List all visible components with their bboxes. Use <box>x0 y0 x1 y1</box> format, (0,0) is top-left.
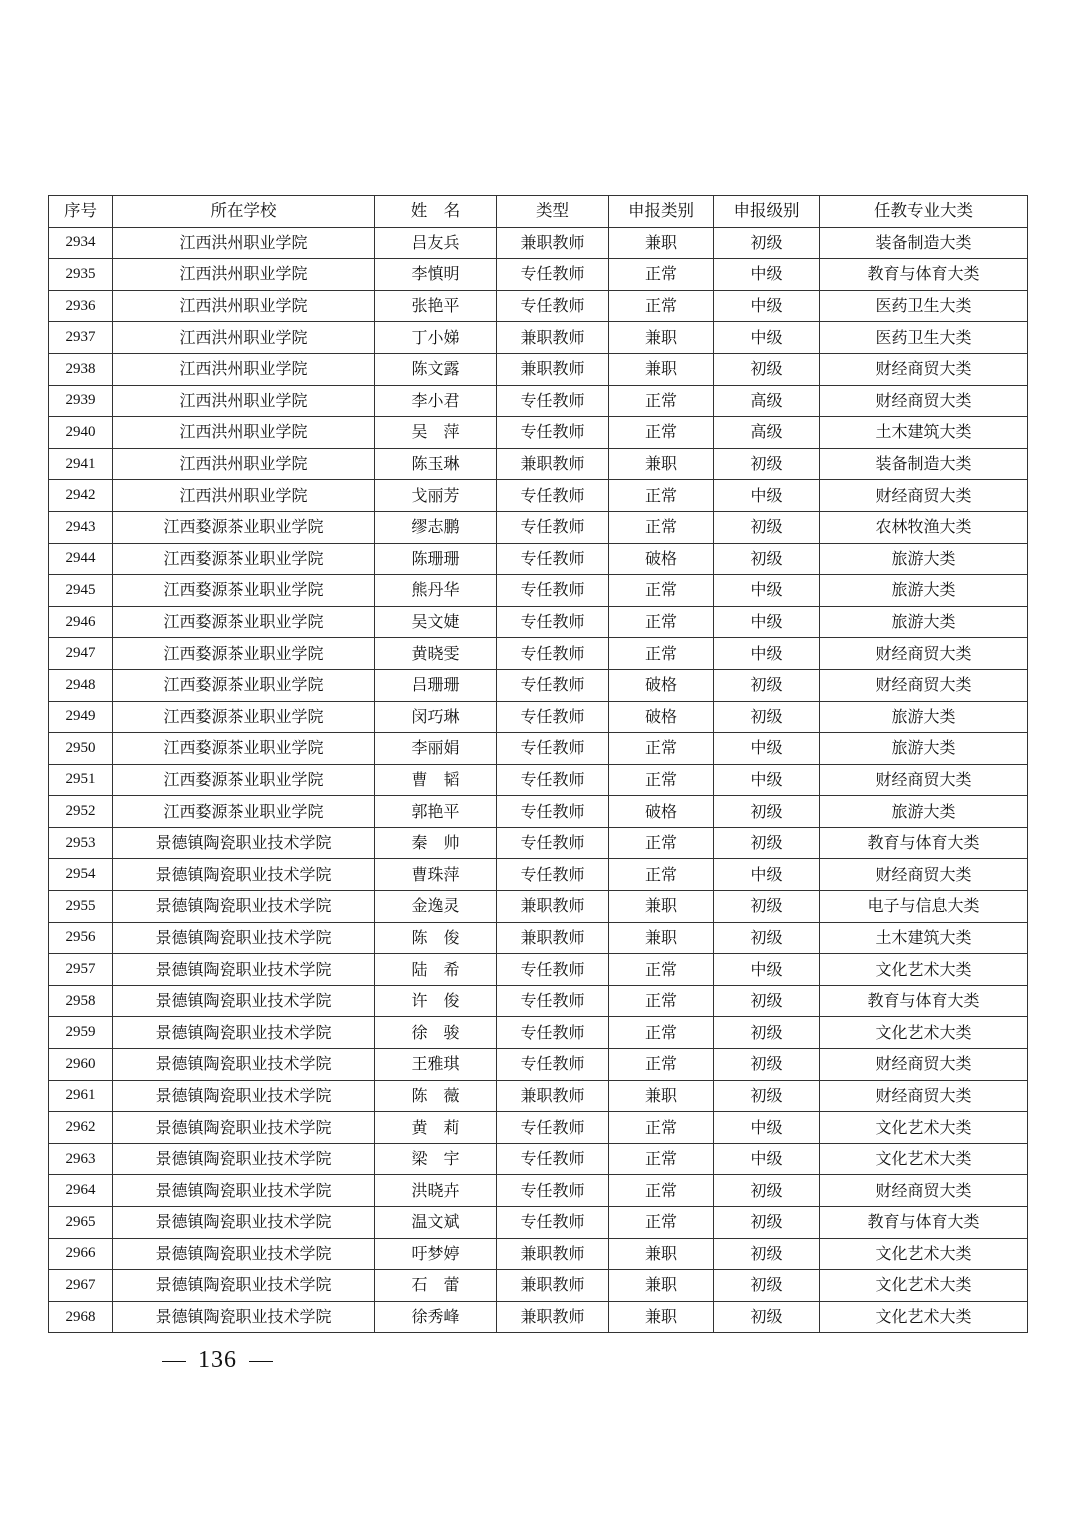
school-cell: 江西婺源茶业职业学院 <box>113 606 375 638</box>
school-cell: 江西洪州职业学院 <box>113 448 375 480</box>
level-cell: 初级 <box>714 1049 820 1081</box>
category-cell: 兼职 <box>609 1270 714 1302</box>
major-cell: 教育与体育大类 <box>820 827 1028 859</box>
level-cell: 中级 <box>714 1143 820 1175</box>
table-row <box>49 511 1028 543</box>
table-row <box>49 1238 1028 1270</box>
school-cell: 江西婺源茶业职业学院 <box>113 543 375 575</box>
type-cell: 兼职教师 <box>497 922 609 954</box>
index-cell: 2952 <box>49 796 113 828</box>
table-row <box>49 638 1028 670</box>
table-row <box>49 1049 1028 1081</box>
type-cell: 专任教师 <box>497 575 609 607</box>
level-cell: 中级 <box>714 638 820 670</box>
type-cell: 专任教师 <box>497 1207 609 1239</box>
school-cell: 景德镇陶瓷职业技术学院 <box>113 859 375 891</box>
level-cell: 中级 <box>714 954 820 986</box>
name-cell: 黄晓雯 <box>375 638 497 670</box>
name-cell: 缪志鹏 <box>375 511 497 543</box>
school-cell: 景德镇陶瓷职业技术学院 <box>113 1301 375 1333</box>
level-cell: 初级 <box>714 1301 820 1333</box>
type-cell: 兼职教师 <box>497 322 609 354</box>
name-cell: 郭艳平 <box>375 796 497 828</box>
major-cell: 旅游大类 <box>820 575 1028 607</box>
level-cell: 初级 <box>714 985 820 1017</box>
level-cell: 中级 <box>714 1112 820 1144</box>
school-cell: 景德镇陶瓷职业技术学院 <box>113 827 375 859</box>
level-cell: 高级 <box>714 417 820 449</box>
category-cell: 正常 <box>609 733 714 765</box>
dash-left <box>162 1361 186 1362</box>
index-cell: 2964 <box>49 1175 113 1207</box>
major-cell: 教育与体育大类 <box>820 259 1028 291</box>
index-cell: 2966 <box>49 1238 113 1270</box>
level-cell: 中级 <box>714 606 820 638</box>
type-cell: 专任教师 <box>497 417 609 449</box>
name-cell: 温文斌 <box>375 1207 497 1239</box>
school-cell: 景德镇陶瓷职业技术学院 <box>113 1049 375 1081</box>
school-cell: 江西婺源茶业职业学院 <box>113 511 375 543</box>
table-row <box>49 575 1028 607</box>
level-cell: 中级 <box>714 259 820 291</box>
type-cell: 专任教师 <box>497 859 609 891</box>
type-cell: 专任教师 <box>497 385 609 417</box>
category-cell: 正常 <box>609 638 714 670</box>
table-row <box>49 764 1028 796</box>
col-school-header: 所在学校 <box>113 196 375 228</box>
type-cell: 兼职教师 <box>497 1270 609 1302</box>
table-row <box>49 859 1028 891</box>
major-cell: 财经商贸大类 <box>820 480 1028 512</box>
index-cell: 2954 <box>49 859 113 891</box>
page-number-text: 136 <box>198 1347 237 1373</box>
level-cell: 初级 <box>714 1238 820 1270</box>
name-cell: 秦 帅 <box>375 827 497 859</box>
dash-right <box>249 1361 273 1362</box>
major-cell: 财经商贸大类 <box>820 385 1028 417</box>
name-cell: 陈珊珊 <box>375 543 497 575</box>
major-cell: 装备制造大类 <box>820 448 1028 480</box>
school-cell: 景德镇陶瓷职业技术学院 <box>113 1112 375 1144</box>
level-cell: 中级 <box>714 322 820 354</box>
table-row <box>49 796 1028 828</box>
name-cell: 闵巧琳 <box>375 701 497 733</box>
level-cell: 初级 <box>714 701 820 733</box>
table-row <box>49 922 1028 954</box>
major-cell: 装备制造大类 <box>820 227 1028 259</box>
name-cell: 金逸灵 <box>375 891 497 923</box>
name-cell: 石 蕾 <box>375 1270 497 1302</box>
table-row <box>49 606 1028 638</box>
table-row <box>49 954 1028 986</box>
name-cell: 陈 俊 <box>375 922 497 954</box>
major-cell: 文化艺术大类 <box>820 1112 1028 1144</box>
category-cell: 正常 <box>609 1143 714 1175</box>
index-cell: 2967 <box>49 1270 113 1302</box>
category-cell: 兼职 <box>609 448 714 480</box>
table-header-row <box>49 196 1028 228</box>
type-cell: 专任教师 <box>497 259 609 291</box>
type-cell: 专任教师 <box>497 543 609 575</box>
level-cell: 初级 <box>714 891 820 923</box>
index-cell: 2959 <box>49 1017 113 1049</box>
category-cell: 正常 <box>609 417 714 449</box>
index-cell: 2941 <box>49 448 113 480</box>
level-cell: 高级 <box>714 385 820 417</box>
table-row <box>49 891 1028 923</box>
index-cell: 2957 <box>49 954 113 986</box>
major-cell: 旅游大类 <box>820 796 1028 828</box>
index-cell: 2946 <box>49 606 113 638</box>
school-cell: 江西婺源茶业职业学院 <box>113 701 375 733</box>
index-cell: 2940 <box>49 417 113 449</box>
major-cell: 医药卫生大类 <box>820 322 1028 354</box>
major-cell: 财经商贸大类 <box>820 638 1028 670</box>
level-cell: 中级 <box>714 733 820 765</box>
school-cell: 江西洪州职业学院 <box>113 290 375 322</box>
category-cell: 正常 <box>609 385 714 417</box>
school-cell: 景德镇陶瓷职业技术学院 <box>113 1270 375 1302</box>
index-cell: 2937 <box>49 322 113 354</box>
school-cell: 景德镇陶瓷职业技术学院 <box>113 1017 375 1049</box>
name-cell: 梁 宇 <box>375 1143 497 1175</box>
table-row <box>49 1112 1028 1144</box>
name-cell: 陈文露 <box>375 353 497 385</box>
major-cell: 财经商贸大类 <box>820 1175 1028 1207</box>
type-cell: 专任教师 <box>497 985 609 1017</box>
table-row <box>49 827 1028 859</box>
index-cell: 2965 <box>49 1207 113 1239</box>
major-cell: 旅游大类 <box>820 606 1028 638</box>
category-cell: 兼职 <box>609 1080 714 1112</box>
name-cell: 吴文婕 <box>375 606 497 638</box>
name-cell: 洪晓卉 <box>375 1175 497 1207</box>
type-cell: 专任教师 <box>497 796 609 828</box>
name-cell: 陆 希 <box>375 954 497 986</box>
school-cell: 江西婺源茶业职业学院 <box>113 796 375 828</box>
level-cell: 中级 <box>714 764 820 796</box>
index-cell: 2949 <box>49 701 113 733</box>
name-cell: 曹珠萍 <box>375 859 497 891</box>
table-row <box>49 701 1028 733</box>
level-cell: 初级 <box>714 448 820 480</box>
major-cell: 财经商贸大类 <box>820 1049 1028 1081</box>
table-row <box>49 322 1028 354</box>
school-cell: 江西婺源茶业职业学院 <box>113 638 375 670</box>
major-cell: 财经商贸大类 <box>820 669 1028 701</box>
category-cell: 兼职 <box>609 353 714 385</box>
index-cell: 2947 <box>49 638 113 670</box>
table-row <box>49 1270 1028 1302</box>
table-row <box>49 985 1028 1017</box>
school-cell: 江西洪州职业学院 <box>113 322 375 354</box>
type-cell: 兼职教师 <box>497 227 609 259</box>
level-cell: 初级 <box>714 227 820 259</box>
index-cell: 2951 <box>49 764 113 796</box>
major-cell: 教育与体育大类 <box>820 985 1028 1017</box>
level-cell: 初级 <box>714 922 820 954</box>
category-cell: 正常 <box>609 954 714 986</box>
table-row <box>49 669 1028 701</box>
level-cell: 初级 <box>714 511 820 543</box>
type-cell: 专任教师 <box>497 1175 609 1207</box>
type-cell: 专任教师 <box>497 733 609 765</box>
category-cell: 正常 <box>609 985 714 1017</box>
major-cell: 文化艺术大类 <box>820 954 1028 986</box>
school-cell: 江西洪州职业学院 <box>113 480 375 512</box>
major-cell: 文化艺术大类 <box>820 1301 1028 1333</box>
category-cell: 正常 <box>609 511 714 543</box>
category-cell: 正常 <box>609 1017 714 1049</box>
table-row <box>49 480 1028 512</box>
type-cell: 专任教师 <box>497 1143 609 1175</box>
school-cell: 景德镇陶瓷职业技术学院 <box>113 1175 375 1207</box>
school-cell: 景德镇陶瓷职业技术学院 <box>113 1238 375 1270</box>
table-row <box>49 227 1028 259</box>
level-cell: 初级 <box>714 669 820 701</box>
name-cell: 陈 薇 <box>375 1080 497 1112</box>
category-cell: 正常 <box>609 859 714 891</box>
index-cell: 2935 <box>49 259 113 291</box>
major-cell: 教育与体育大类 <box>820 1207 1028 1239</box>
name-cell: 张艳平 <box>375 290 497 322</box>
name-cell: 吕友兵 <box>375 227 497 259</box>
name-cell: 李慎明 <box>375 259 497 291</box>
name-cell: 丁小娣 <box>375 322 497 354</box>
type-cell: 专任教师 <box>497 954 609 986</box>
type-cell: 专任教师 <box>497 1112 609 1144</box>
index-cell: 2960 <box>49 1049 113 1081</box>
major-cell: 旅游大类 <box>820 701 1028 733</box>
name-cell: 徐秀峰 <box>375 1301 497 1333</box>
level-cell: 中级 <box>714 480 820 512</box>
category-cell: 兼职 <box>609 1301 714 1333</box>
col-type-header: 类型 <box>497 196 609 228</box>
name-cell: 李小君 <box>375 385 497 417</box>
name-cell: 李丽娟 <box>375 733 497 765</box>
major-cell: 文化艺术大类 <box>820 1238 1028 1270</box>
col-level-header: 申报级别 <box>714 196 820 228</box>
type-cell: 专任教师 <box>497 669 609 701</box>
category-cell: 正常 <box>609 764 714 796</box>
level-cell: 初级 <box>714 543 820 575</box>
name-cell: 曹 韬 <box>375 764 497 796</box>
major-cell: 财经商贸大类 <box>820 764 1028 796</box>
category-cell: 兼职 <box>609 891 714 923</box>
major-cell: 财经商贸大类 <box>820 353 1028 385</box>
category-cell: 破格 <box>609 669 714 701</box>
index-cell: 2938 <box>49 353 113 385</box>
type-cell: 专任教师 <box>497 1017 609 1049</box>
name-cell: 许 俊 <box>375 985 497 1017</box>
school-cell: 景德镇陶瓷职业技术学院 <box>113 1207 375 1239</box>
category-cell: 破格 <box>609 796 714 828</box>
index-cell: 2968 <box>49 1301 113 1333</box>
page-number <box>150 1347 285 1374</box>
major-cell: 土木建筑大类 <box>820 417 1028 449</box>
level-cell: 初级 <box>714 1207 820 1239</box>
category-cell: 兼职 <box>609 1238 714 1270</box>
index-cell: 2956 <box>49 922 113 954</box>
level-cell: 初级 <box>714 796 820 828</box>
index-cell: 2945 <box>49 575 113 607</box>
level-cell: 中级 <box>714 290 820 322</box>
category-cell: 正常 <box>609 575 714 607</box>
col-category-header: 申报类别 <box>609 196 714 228</box>
table-row <box>49 417 1028 449</box>
school-cell: 江西婺源茶业职业学院 <box>113 669 375 701</box>
category-cell: 正常 <box>609 290 714 322</box>
level-cell: 初级 <box>714 353 820 385</box>
table-row <box>49 448 1028 480</box>
index-cell: 2934 <box>49 227 113 259</box>
type-cell: 兼职教师 <box>497 891 609 923</box>
major-cell: 旅游大类 <box>820 733 1028 765</box>
table-row <box>49 1207 1028 1239</box>
name-cell: 徐 骏 <box>375 1017 497 1049</box>
level-cell: 初级 <box>714 1270 820 1302</box>
category-cell: 正常 <box>609 1175 714 1207</box>
col-major-header: 任教专业大类 <box>820 196 1028 228</box>
type-cell: 兼职教师 <box>497 1238 609 1270</box>
category-cell: 破格 <box>609 543 714 575</box>
type-cell: 专任教师 <box>497 1049 609 1081</box>
school-cell: 景德镇陶瓷职业技术学院 <box>113 891 375 923</box>
school-cell: 江西洪州职业学院 <box>113 259 375 291</box>
type-cell: 兼职教师 <box>497 1301 609 1333</box>
name-cell: 吁梦婷 <box>375 1238 497 1270</box>
school-cell: 景德镇陶瓷职业技术学院 <box>113 985 375 1017</box>
category-cell: 兼职 <box>609 922 714 954</box>
major-cell: 财经商贸大类 <box>820 1080 1028 1112</box>
school-cell: 景德镇陶瓷职业技术学院 <box>113 954 375 986</box>
type-cell: 专任教师 <box>497 480 609 512</box>
name-cell: 戈丽芳 <box>375 480 497 512</box>
type-cell: 兼职教师 <box>497 448 609 480</box>
category-cell: 正常 <box>609 480 714 512</box>
major-cell: 医药卫生大类 <box>820 290 1028 322</box>
table-row <box>49 290 1028 322</box>
major-cell: 财经商贸大类 <box>820 859 1028 891</box>
table-row <box>49 1017 1028 1049</box>
table-row <box>49 1175 1028 1207</box>
index-cell: 2944 <box>49 543 113 575</box>
major-cell: 文化艺术大类 <box>820 1270 1028 1302</box>
level-cell: 中级 <box>714 575 820 607</box>
level-cell: 初级 <box>714 827 820 859</box>
document-page <box>48 195 1027 1333</box>
type-cell: 专任教师 <box>497 606 609 638</box>
name-cell: 熊丹华 <box>375 575 497 607</box>
type-cell: 兼职教师 <box>497 353 609 385</box>
category-cell: 破格 <box>609 701 714 733</box>
table-row <box>49 1301 1028 1333</box>
category-cell: 兼职 <box>609 322 714 354</box>
index-cell: 2939 <box>49 385 113 417</box>
level-cell: 初级 <box>714 1175 820 1207</box>
school-cell: 江西婺源茶业职业学院 <box>113 764 375 796</box>
teacher-list-table <box>48 195 1028 1333</box>
category-cell: 正常 <box>609 259 714 291</box>
school-cell: 景德镇陶瓷职业技术学院 <box>113 922 375 954</box>
major-cell: 电子与信息大类 <box>820 891 1028 923</box>
level-cell: 初级 <box>714 1080 820 1112</box>
index-cell: 2942 <box>49 480 113 512</box>
index-cell: 2955 <box>49 891 113 923</box>
table-row <box>49 543 1028 575</box>
category-cell: 正常 <box>609 1112 714 1144</box>
index-cell: 2948 <box>49 669 113 701</box>
category-cell: 兼职 <box>609 227 714 259</box>
table-body <box>49 227 1028 1333</box>
major-cell: 文化艺术大类 <box>820 1017 1028 1049</box>
school-cell: 江西洪州职业学院 <box>113 227 375 259</box>
category-cell: 正常 <box>609 1207 714 1239</box>
type-cell: 专任教师 <box>497 290 609 322</box>
major-cell: 旅游大类 <box>820 543 1028 575</box>
school-cell: 江西婺源茶业职业学院 <box>113 575 375 607</box>
name-cell: 陈玉琳 <box>375 448 497 480</box>
index-cell: 2963 <box>49 1143 113 1175</box>
school-cell: 景德镇陶瓷职业技术学院 <box>113 1080 375 1112</box>
category-cell: 正常 <box>609 1049 714 1081</box>
type-cell: 专任教师 <box>497 827 609 859</box>
type-cell: 兼职教师 <box>497 1080 609 1112</box>
table-row <box>49 1143 1028 1175</box>
school-cell: 江西洪州职业学院 <box>113 417 375 449</box>
col-name-header: 姓 名 <box>375 196 497 228</box>
index-cell: 2961 <box>49 1080 113 1112</box>
type-cell: 专任教师 <box>497 701 609 733</box>
table-row <box>49 1080 1028 1112</box>
type-cell: 专任教师 <box>497 638 609 670</box>
type-cell: 专任教师 <box>497 511 609 543</box>
index-cell: 2962 <box>49 1112 113 1144</box>
major-cell: 文化艺术大类 <box>820 1143 1028 1175</box>
index-cell: 2936 <box>49 290 113 322</box>
school-cell: 江西洪州职业学院 <box>113 353 375 385</box>
table-row <box>49 259 1028 291</box>
index-cell: 2943 <box>49 511 113 543</box>
index-cell: 2953 <box>49 827 113 859</box>
level-cell: 中级 <box>714 859 820 891</box>
table-row <box>49 353 1028 385</box>
index-cell: 2950 <box>49 733 113 765</box>
school-cell: 江西婺源茶业职业学院 <box>113 733 375 765</box>
major-cell: 农林牧渔大类 <box>820 511 1028 543</box>
major-cell: 土木建筑大类 <box>820 922 1028 954</box>
index-cell: 2958 <box>49 985 113 1017</box>
table-row <box>49 385 1028 417</box>
name-cell: 王雅琪 <box>375 1049 497 1081</box>
name-cell: 吕珊珊 <box>375 669 497 701</box>
col-index-header: 序号 <box>49 196 113 228</box>
table-row <box>49 733 1028 765</box>
name-cell: 吴 萍 <box>375 417 497 449</box>
level-cell: 初级 <box>714 1017 820 1049</box>
category-cell: 正常 <box>609 606 714 638</box>
type-cell: 专任教师 <box>497 764 609 796</box>
category-cell: 正常 <box>609 827 714 859</box>
school-cell: 江西洪州职业学院 <box>113 385 375 417</box>
school-cell: 景德镇陶瓷职业技术学院 <box>113 1143 375 1175</box>
name-cell: 黄 莉 <box>375 1112 497 1144</box>
